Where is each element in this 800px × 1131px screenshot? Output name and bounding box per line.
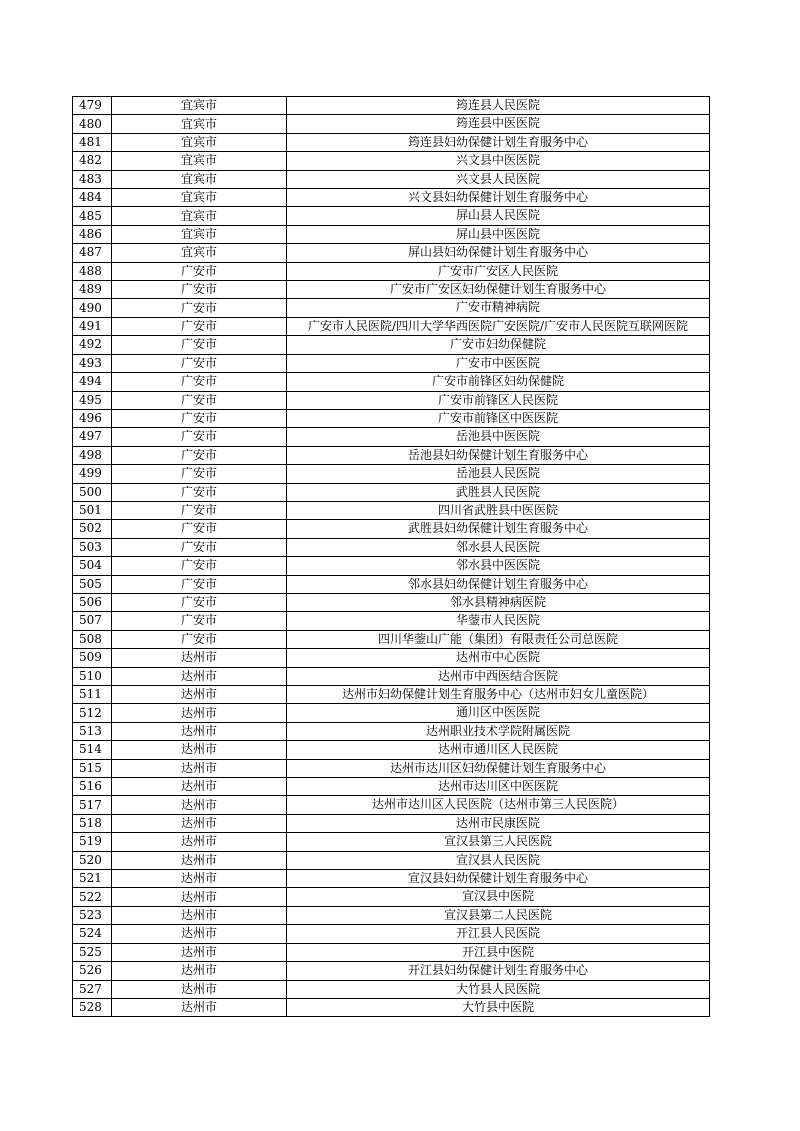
hospital-name-cell: 宣汉县中医院	[287, 888, 710, 906]
row-number: 528	[73, 998, 112, 1016]
table-row	[73, 336, 710, 354]
hospital-name-cell: 武胜县人民医院	[287, 483, 710, 501]
row-number: 515	[73, 759, 112, 777]
hospital-name-cell: 广安市前锋区中医医院	[287, 409, 710, 427]
table-row	[73, 796, 710, 814]
row-number: 494	[73, 373, 112, 391]
city-cell: 达州市	[112, 888, 287, 906]
hospital-name-cell: 达州市民康医院	[287, 814, 710, 832]
hospital-name-cell: 兴文县中医医院	[287, 152, 710, 170]
city-cell: 宜宾市	[112, 170, 287, 188]
city-cell: 广安市	[112, 354, 287, 372]
table-row	[73, 649, 710, 667]
table-row	[73, 906, 710, 924]
table-row	[73, 115, 710, 133]
row-number: 485	[73, 207, 112, 225]
row-number: 487	[73, 244, 112, 262]
hospital-name-cell: 筠连县人民医院	[287, 97, 710, 115]
city-cell: 广安市	[112, 373, 287, 391]
city-cell: 广安市	[112, 501, 287, 519]
city-cell: 广安市	[112, 630, 287, 648]
row-number: 516	[73, 778, 112, 796]
table-row	[73, 501, 710, 519]
hospital-name-cell: 达州职业技术学院附属医院	[287, 722, 710, 740]
city-cell: 广安市	[112, 557, 287, 575]
city-cell: 达州市	[112, 778, 287, 796]
hospital-name-cell: 广安市人民医院/四川大学华西医院广安医院/广安市人民医院互联网医院	[287, 317, 710, 335]
row-number: 517	[73, 796, 112, 814]
table-row	[73, 722, 710, 740]
table-row	[73, 704, 710, 722]
hospital-name-cell: 兴文县妇幼保健计划生育服务中心	[287, 189, 710, 207]
hospital-name-cell: 达州市通川区人民医院	[287, 741, 710, 759]
row-number: 511	[73, 686, 112, 704]
row-number: 524	[73, 925, 112, 943]
hospital-name-cell: 屏山县妇幼保健计划生育服务中心	[287, 244, 710, 262]
hospital-name-cell: 四川省武胜县中医医院	[287, 501, 710, 519]
city-cell: 宜宾市	[112, 207, 287, 225]
hospital-name-cell: 宣汉县妇幼保健计划生育服务中心	[287, 870, 710, 888]
hospital-name-cell: 岳池县人民医院	[287, 465, 710, 483]
table-row	[73, 814, 710, 832]
row-number: 514	[73, 741, 112, 759]
row-number: 525	[73, 943, 112, 961]
row-number: 481	[73, 133, 112, 151]
hospital-name-cell: 屏山县中医医院	[287, 225, 710, 243]
city-cell: 达州市	[112, 870, 287, 888]
row-number: 520	[73, 851, 112, 869]
hospital-name-cell: 广安市广安区人民医院	[287, 262, 710, 280]
city-cell: 广安市	[112, 593, 287, 611]
hospital-name-cell: 屏山县人民医院	[287, 207, 710, 225]
row-number: 498	[73, 446, 112, 464]
table-row	[73, 870, 710, 888]
table-row	[73, 170, 710, 188]
hospital-name-cell: 通川区中医医院	[287, 704, 710, 722]
city-cell: 广安市	[112, 391, 287, 409]
hospital-name-cell: 大竹县中医院	[287, 998, 710, 1016]
table-row	[73, 465, 710, 483]
city-cell: 达州市	[112, 943, 287, 961]
row-number: 506	[73, 593, 112, 611]
city-cell: 达州市	[112, 980, 287, 998]
row-number: 490	[73, 299, 112, 317]
city-cell: 达州市	[112, 686, 287, 704]
city-cell: 达州市	[112, 667, 287, 685]
row-number: 508	[73, 630, 112, 648]
row-number: 513	[73, 722, 112, 740]
hospital-name-cell: 达州市达川区妇幼保健计划生育服务中心	[287, 759, 710, 777]
table-row	[73, 317, 710, 335]
table-row	[73, 593, 710, 611]
table-row	[73, 888, 710, 906]
row-number: 507	[73, 612, 112, 630]
hospital-name-cell: 达州市达川区人民医院（达州市第三人民医院）	[287, 796, 710, 814]
hospital-name-cell: 四川华蓥山广能（集团）有限责任公司总医院	[287, 630, 710, 648]
table-row	[73, 557, 710, 575]
table-row	[73, 281, 710, 299]
hospital-name-cell: 广安市妇幼保健院	[287, 336, 710, 354]
table-row	[73, 262, 710, 280]
row-number: 493	[73, 354, 112, 372]
table-row	[73, 630, 710, 648]
table-row	[73, 354, 710, 372]
city-cell: 广安市	[112, 299, 287, 317]
city-cell: 广安市	[112, 281, 287, 299]
table-row	[73, 483, 710, 501]
hospital-name-cell: 筠连县妇幼保健计划生育服务中心	[287, 133, 710, 151]
hospital-name-cell: 达州市中西医结合医院	[287, 667, 710, 685]
hospital-name-cell: 武胜县妇幼保健计划生育服务中心	[287, 520, 710, 538]
city-cell: 广安市	[112, 575, 287, 593]
table-row	[73, 446, 710, 464]
city-cell: 达州市	[112, 722, 287, 740]
row-number: 496	[73, 409, 112, 427]
hospital-name-cell: 达州市妇幼保健计划生育服务中心（达州市妇女儿童医院）	[287, 686, 710, 704]
row-number: 526	[73, 962, 112, 980]
hospital-name-cell: 邻水县妇幼保健计划生育服务中心	[287, 575, 710, 593]
row-number: 479	[73, 97, 112, 115]
city-cell: 广安市	[112, 612, 287, 630]
row-number: 510	[73, 667, 112, 685]
table-row	[73, 225, 710, 243]
table-row	[73, 943, 710, 961]
table-row	[73, 833, 710, 851]
table-row	[73, 152, 710, 170]
table-row	[73, 925, 710, 943]
table-row	[73, 998, 710, 1016]
table-row	[73, 428, 710, 446]
hospital-name-cell: 宣汉县人民医院	[287, 851, 710, 869]
row-number: 527	[73, 980, 112, 998]
city-cell: 达州市	[112, 998, 287, 1016]
row-number: 501	[73, 501, 112, 519]
hospital-name-cell: 广安市前锋区人民医院	[287, 391, 710, 409]
city-cell: 达州市	[112, 833, 287, 851]
hospital-list-sheet	[72, 96, 709, 1017]
city-cell: 达州市	[112, 814, 287, 832]
city-cell: 达州市	[112, 962, 287, 980]
hospital-name-cell: 华蓥市人民医院	[287, 612, 710, 630]
city-cell: 宜宾市	[112, 244, 287, 262]
hospital-name-cell: 宣汉县第二人民医院	[287, 906, 710, 924]
table-row	[73, 520, 710, 538]
table-row	[73, 778, 710, 796]
row-number: 499	[73, 465, 112, 483]
table-row	[73, 759, 710, 777]
row-number: 489	[73, 281, 112, 299]
table-row	[73, 612, 710, 630]
hospital-name-cell: 邻水县精神病医院	[287, 593, 710, 611]
city-cell: 广安市	[112, 446, 287, 464]
table-row	[73, 575, 710, 593]
city-cell: 达州市	[112, 925, 287, 943]
hospital-name-cell: 广安市精神病院	[287, 299, 710, 317]
hospital-name-cell: 宣汉县第三人民医院	[287, 833, 710, 851]
city-cell: 广安市	[112, 465, 287, 483]
row-number: 523	[73, 906, 112, 924]
row-number: 500	[73, 483, 112, 501]
city-cell: 宜宾市	[112, 115, 287, 133]
city-cell: 广安市	[112, 262, 287, 280]
row-number: 497	[73, 428, 112, 446]
hospital-name-cell: 广安市前锋区妇幼保健院	[287, 373, 710, 391]
row-number: 486	[73, 225, 112, 243]
table-row	[73, 391, 710, 409]
table-row	[73, 133, 710, 151]
row-number: 509	[73, 649, 112, 667]
hospital-name-cell: 开江县中医院	[287, 943, 710, 961]
table-row	[73, 244, 710, 262]
table-row	[73, 686, 710, 704]
hospital-name-cell: 邻水县中医医院	[287, 557, 710, 575]
table-row	[73, 97, 710, 115]
row-number: 502	[73, 520, 112, 538]
table-row	[73, 373, 710, 391]
city-cell: 广安市	[112, 538, 287, 556]
table-row	[73, 962, 710, 980]
row-number: 483	[73, 170, 112, 188]
hospital-name-cell: 岳池县中医医院	[287, 428, 710, 446]
row-number: 512	[73, 704, 112, 722]
city-cell: 广安市	[112, 483, 287, 501]
hospital-name-cell: 广安市广安区妇幼保健计划生育服务中心	[287, 281, 710, 299]
hospital-name-cell: 开江县人民医院	[287, 925, 710, 943]
city-cell: 达州市	[112, 851, 287, 869]
row-number: 484	[73, 189, 112, 207]
hospital-table	[72, 96, 710, 1017]
hospital-name-cell: 岳池县妇幼保健计划生育服务中心	[287, 446, 710, 464]
city-cell: 宜宾市	[112, 133, 287, 151]
table-row	[73, 189, 710, 207]
row-number: 519	[73, 833, 112, 851]
hospital-name-cell: 达州市达川区中医医院	[287, 778, 710, 796]
hospital-name-cell: 广安市中医医院	[287, 354, 710, 372]
city-cell: 达州市	[112, 796, 287, 814]
hospital-name-cell: 开江县妇幼保健计划生育服务中心	[287, 962, 710, 980]
row-number: 503	[73, 538, 112, 556]
row-number: 518	[73, 814, 112, 832]
city-cell: 广安市	[112, 409, 287, 427]
row-number: 522	[73, 888, 112, 906]
row-number: 504	[73, 557, 112, 575]
city-cell: 达州市	[112, 906, 287, 924]
row-number: 488	[73, 262, 112, 280]
table-row	[73, 207, 710, 225]
row-number: 495	[73, 391, 112, 409]
hospital-name-cell: 大竹县人民医院	[287, 980, 710, 998]
city-cell: 广安市	[112, 336, 287, 354]
table-row	[73, 980, 710, 998]
hospital-table-body	[73, 97, 710, 1017]
city-cell: 宜宾市	[112, 97, 287, 115]
city-cell: 广安市	[112, 428, 287, 446]
hospital-name-cell: 筠连县中医医院	[287, 115, 710, 133]
city-cell: 广安市	[112, 520, 287, 538]
city-cell: 达州市	[112, 649, 287, 667]
hospital-name-cell: 兴文县人民医院	[287, 170, 710, 188]
city-cell: 宜宾市	[112, 152, 287, 170]
table-row	[73, 538, 710, 556]
row-number: 491	[73, 317, 112, 335]
city-cell: 达州市	[112, 704, 287, 722]
row-number: 480	[73, 115, 112, 133]
table-row	[73, 741, 710, 759]
city-cell: 宜宾市	[112, 225, 287, 243]
table-row	[73, 667, 710, 685]
row-number: 521	[73, 870, 112, 888]
table-row	[73, 299, 710, 317]
city-cell: 达州市	[112, 759, 287, 777]
city-cell: 达州市	[112, 741, 287, 759]
hospital-name-cell: 达州市中心医院	[287, 649, 710, 667]
city-cell: 广安市	[112, 317, 287, 335]
row-number: 492	[73, 336, 112, 354]
hospital-name-cell: 邻水县人民医院	[287, 538, 710, 556]
row-number: 505	[73, 575, 112, 593]
row-number: 482	[73, 152, 112, 170]
table-row	[73, 851, 710, 869]
table-row	[73, 409, 710, 427]
city-cell: 宜宾市	[112, 189, 287, 207]
